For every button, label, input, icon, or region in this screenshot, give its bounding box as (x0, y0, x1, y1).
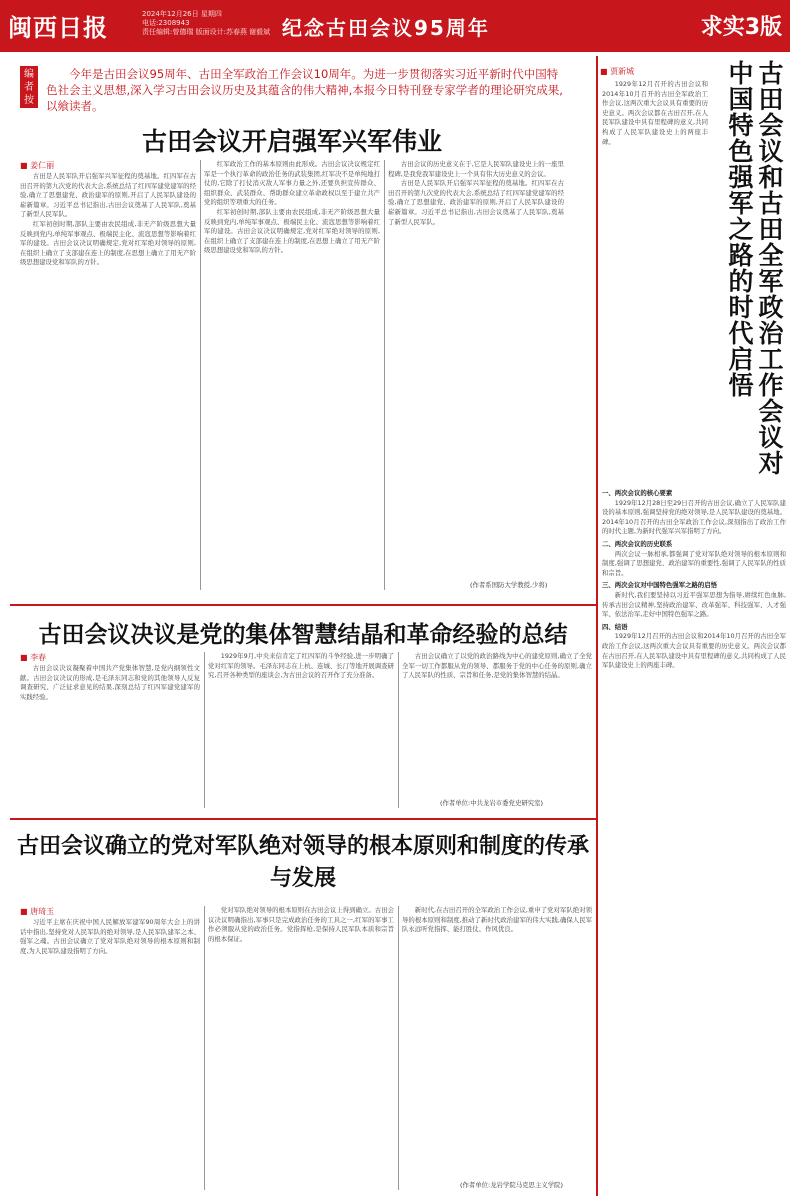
meta-editors: 责任编辑:曾德瑞 版面设计:苏春燕 谢毅斌 (142, 28, 271, 36)
article-3-title: 古田会议确立的党对军队绝对领导的根本原则和制度的传承与发展 (16, 833, 589, 891)
paragraph: 古田会议确立了以党的政治路线为中心的建党原则,确立了全党全军一切工作都服从党的领导、都服务于党的中心任务的原则,确立了人民军队的性质、宗旨和任务,是党的集体智慧的结晶。 (402, 652, 592, 680)
column-divider (398, 652, 399, 808)
paragraph: 1929年12月召开的古田会议和2014年10月召开的古田全军政治工作会议,这两次重大会议具有重要的历史意义。两次会议都在古田召开,在人民军队建设中具有里程碑的意义,共同构成了人民军队建设史上的两座丰碑。 (602, 632, 786, 670)
paragraph: 古田是人民军队开启强军兴军征程的奠基地。红四军在古田召开的第九次党的代表大会,系统总结了红四军建党建军的经验,确立了思想建党、政治建军的原则,开启了人民军队建设的崭新篇章。习近平总书记指出,古田会议奠基了人民军队,奠基了新型人民军队。 (20, 172, 196, 219)
section-heading: 二、两次会议的历史联系 (602, 539, 673, 548)
section-heading: 四、结语 (602, 622, 628, 631)
article-2-column-2 (208, 652, 394, 808)
column-divider (384, 160, 385, 590)
editor-note-text: 今年是古田会议95周年、古田全军政治工作会议10周年。为进一步贯彻落实习近平新时代中国特色社会主义思想,深入学习古田会议历史及其蕴含的伟大精神,本报今日特刊登专家学者的理论研究成果,以飨读者。 (46, 67, 563, 113)
article-1-author: ■ 姜仁丽 (20, 160, 54, 171)
article-1-title: 古田会议开启强军兴军伟业 (141, 127, 442, 156)
meta-phone: 电话:2308943 (142, 19, 190, 27)
article-1-column-3 (388, 160, 564, 578)
paragraph: 1929年9月,中央来信肯定了红四军的斗争经验,进一步明确了党对红军的领导。毛泽东同志在上杭、连城、长汀等地开展调查研究,召开各种类型的座谈会,为古田会议的召开作了充分准备。 (208, 652, 394, 680)
newspaper-name: 闽西日报 (8, 13, 108, 42)
article-2-author: ■ 李春 (20, 652, 46, 663)
column-divider (200, 160, 201, 590)
paragraph: 古田会议的历史意义在于,它是人民军队建设史上的一座里程碑,是我党我军建设史上一个具有伟大历史意义的会议。 (388, 160, 564, 178)
page-label: 求实3版 (700, 15, 782, 40)
column-divider (204, 652, 205, 808)
article-2-column-3 (402, 652, 592, 794)
paragraph: 古田会议决议凝聚着中国共产党集体智慧,是党内纲领性文献。古田会议决议的形成,是毛泽东同志和党的其他领导人反复调查研究、广泛征求意见的结果,深刻总结了红四军建党建军的实践经验。 (20, 664, 200, 701)
paragraph: 1929年12月召开的古田会议和2014年10月召开的古田全军政治工作会议,这两次重大会议具有重要的历史意义。两次会议都在古田召开,在人民军队建设中具有里程碑的意义,共同构成了人民军队建设史上的两座丰碑。 (602, 80, 708, 146)
section-heading: 三、两次会议对中国特色强军之路的启悟 (602, 581, 718, 590)
paragraph: 红军初创时期,部队主要由农民组成,非无产阶级思想大量反映到党内,单纯军事观点、极端民主化、流寇思想等影响着红军的建设。古田会议决议明确规定,党对红军绝对领导的原则,在组织上确立了支部建在连上的制度,在思想上确立了用无产阶级思想建设党和军队的方针。 (20, 219, 196, 267)
article-3-column-2 (208, 906, 394, 1190)
column-divider (398, 906, 399, 1190)
section-heading: 一、两次会议的核心要素 (602, 489, 673, 497)
article-4-column-intro (602, 80, 708, 480)
paragraph: 新时代,在古田召开的全军政治工作会议,重申了党对军队绝对领导的根本原则和制度,推动了新时代政治建军的伟大实践,确保人民军队永远听党指挥、能打胜仗、作风优良。 (402, 906, 592, 934)
article-1-column-1 (20, 172, 196, 590)
meta-date: 2024年12月26日 星期四 (142, 10, 222, 18)
right-column-rule (596, 56, 598, 1196)
editor-note (20, 66, 564, 114)
article-2-title: 古田会议决议是党的集体智慧结晶和革命经验的总结 (38, 621, 568, 648)
paragraph: 古田是人民军队开启强军兴军征程的奠基地。红四军在古田召开的第九次党的代表大会,系统总结了红四军建党建军的经验,确立了思想建党、政治建军的原则,开启了人民军队建设的崭新篇章。习近平总书记指出,古田会议奠基了人民军队,奠基了新型人民军队。 (388, 179, 564, 226)
column-divider (204, 906, 205, 1190)
paragraph: 两次会议一脉相承,都强调了党对军队绝对领导的根本原则和制度,强调了思想建党、政治建军的重要性,强调了人民军队的性质和宗旨。 (602, 549, 786, 577)
article-3-column-1 (20, 918, 200, 1188)
article-2-footnote: (作者单位:中共龙岩市委党史研究室) (440, 799, 543, 807)
article-3-author: ■ 唐琦玉 (20, 906, 54, 917)
article-3-column-3 (402, 906, 592, 1176)
article-4-column-body (602, 486, 786, 1192)
section-rule (10, 818, 596, 820)
article-1-column-2 (204, 160, 380, 590)
paragraph: 1929年12月28日至29日召开的古田会议,确立了人民军队建设的基本原则,强调坚持党的绝对领导,是人民军队建设的奠基地。2014年10月召开的古田全军政治工作会议,深刻指出了政治工作的时代主题,为新时代强军兴军指明了方向。 (602, 498, 786, 536)
article-4-author: ■ 贾新城 (600, 66, 634, 77)
paragraph: 党对军队绝对领导的根本原则在古田会议上得到确立。古田会议决议明确指出,军事只是完成政治任务的工具之一,红军的军事工作必须服从党的政治任务。党指挥枪,是保持人民军队本质和宗旨的根本保证。 (208, 906, 394, 943)
article-1-footnote: (作者系国防大学教授,少将) (470, 581, 548, 589)
paragraph: 新时代,我们要坚持以习近平强军思想为指导,赓续红色血脉,传承古田会议精神,坚持政治建军、改革强军、科技强军、人才强军、依法治军,走好中国特色强军之路。 (602, 590, 786, 619)
article-2-column-1 (20, 664, 200, 808)
paragraph: 红军政治工作的基本原则由此形成。古田会议决议规定红军是一个执行革命的政治任务的武装集团,红军决不是单纯地打仗的,它除了打仗消灭敌人军事力量之外,还要负担宣传群众、组织群众、武装群众、帮助群众建立革命政权以至于建立共产党的组织等项重大的任务。 (204, 160, 380, 207)
article-4-title: 古田会议和古田全军政治工作会议对中国特色强军之路的时代启悟 (725, 60, 784, 476)
article-3-footnote: (作者单位:龙岩学院马克思主义学院) (460, 1181, 563, 1189)
paragraph: 红军初创时期,部队主要由农民组成,非无产阶级思想大量反映到党内,单纯军事观点、极端民主化、流寇思想等影响着红军的建设。古田会议决议明确规定,党对红军绝对领导的原则,在组织上确立了支部建在连上的制度,在思想上确立了用无产阶级思想建设党和军队的方针。 (204, 207, 380, 255)
section-rule (10, 604, 596, 606)
editor-note-tag: 编者按 (20, 66, 38, 108)
paragraph: 习近平主席在庆祝中国人民解放军建军90周年大会上的讲话中指出,坚持党对人民军队的绝对领导,是人民军队建军之本、强军之魂。古田会议确立了党对军队绝对领导的根本原则和制度,为人民军队建设指明了方向。 (20, 918, 200, 955)
page-topic: 纪念古田会议95周年 (282, 16, 490, 40)
masthead-meta (142, 10, 270, 37)
masthead (0, 0, 790, 52)
